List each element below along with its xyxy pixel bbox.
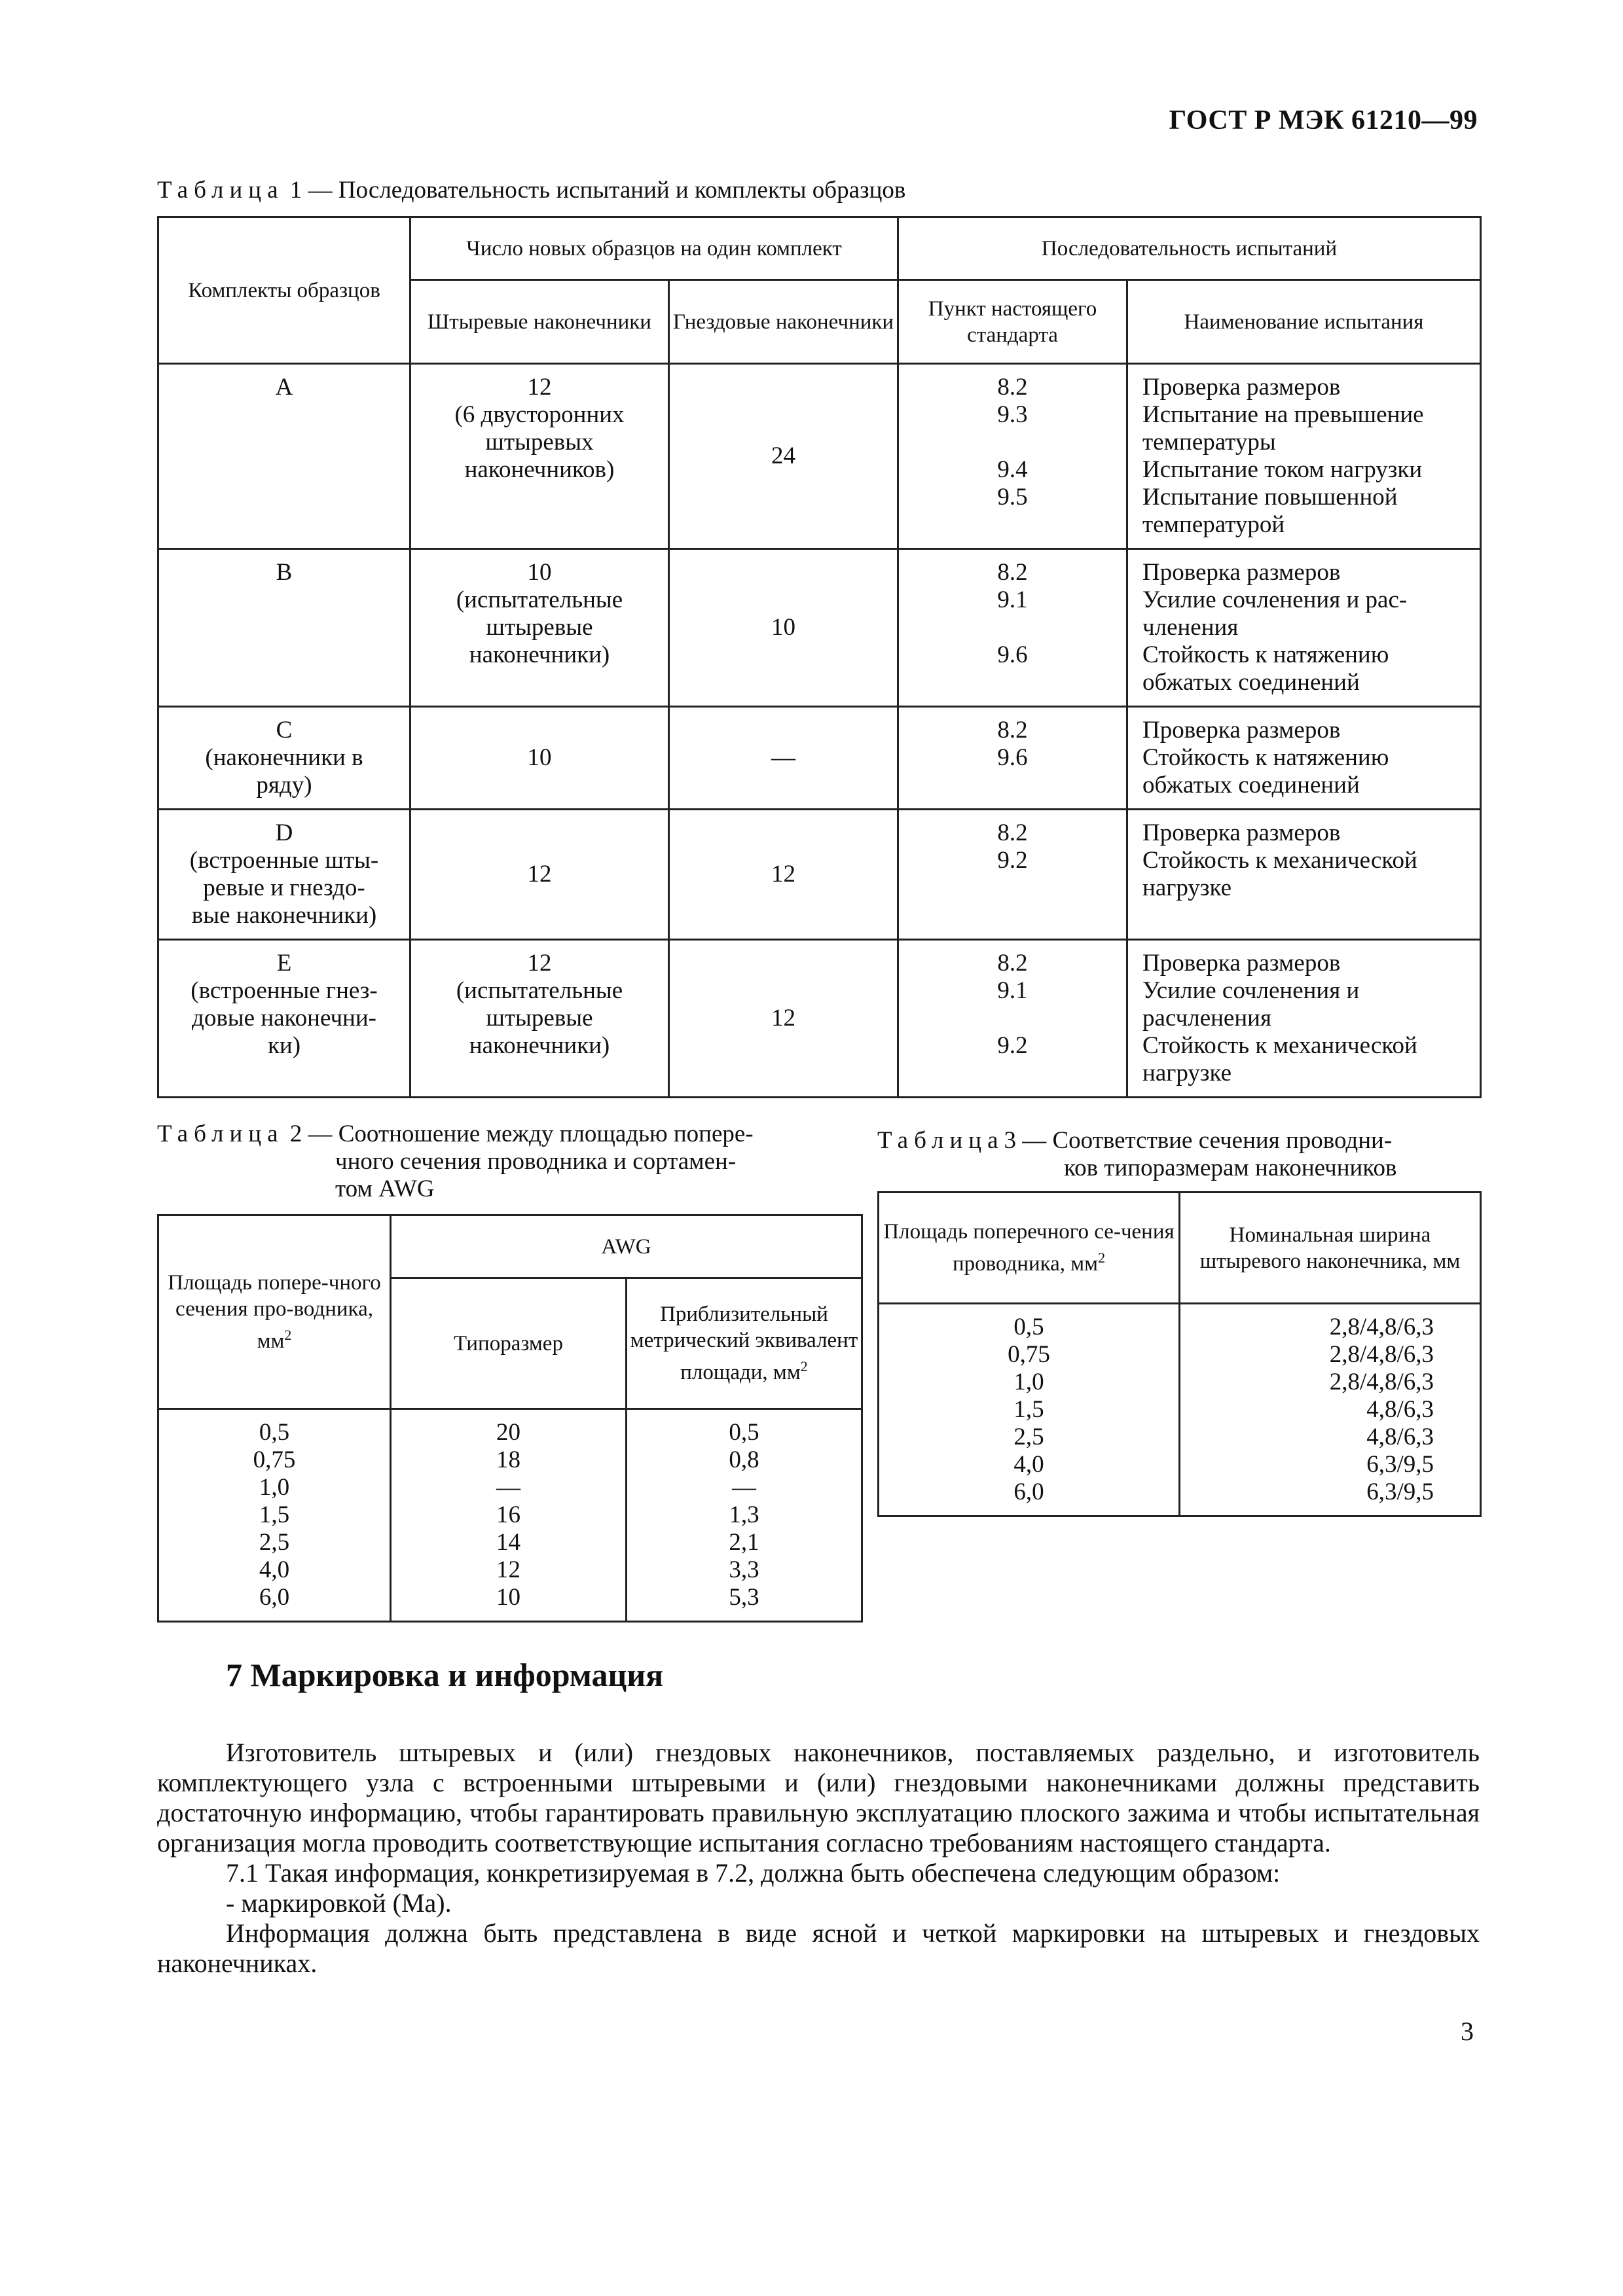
table1 — [157, 216, 1482, 1098]
t1-test-text: обжатых соединений — [1142, 772, 1360, 798]
t1-header-pin: Штыревые наконечники — [410, 280, 669, 364]
t1-clause-text: 8.2 — [997, 950, 1028, 977]
t2-equiv-value: 0,5 — [729, 1419, 759, 1446]
t1-test-text: Проверка размеров — [1142, 374, 1341, 401]
t2-header-equiv: Приблизительный метрический эквивалент площади, $мм^2$ — [627, 1278, 862, 1409]
t2-area-value: 1,0 — [259, 1474, 290, 1501]
t1-test-text: нагрузке — [1142, 1060, 1232, 1086]
t3-width-value: 6,3/9,5 — [1366, 1451, 1434, 1478]
t2-area-value: 2,5 — [259, 1529, 290, 1556]
t3-width-value: 4,8/6,3 — [1366, 1396, 1434, 1423]
t1-pin-text: штыревые — [486, 614, 593, 641]
t1-pin-text: 12 — [527, 374, 552, 401]
t3-width-value: 6,3/9,5 — [1366, 1479, 1434, 1505]
t2-header-area-text: Площадь попере-чного сечения про-водника, мм — [168, 1271, 381, 1353]
t1-clause-text: 9.5 — [997, 484, 1028, 511]
t2-size-value: 14 — [496, 1529, 520, 1556]
t1-test-text: Испытание током нагрузки — [1142, 456, 1423, 483]
t1-test-text: Стойкость к механической — [1142, 847, 1417, 874]
t2-area-value: 1,5 — [259, 1501, 290, 1528]
t1-test-text: Испытание повышенной — [1142, 484, 1398, 511]
document-code: ГОСТ Р МЭК 61210—99 — [1169, 105, 1478, 135]
paragraph-1: Изготовитель штыревых и (или) гнездовых наконечников, поставляемых раздельно, и изготовитель комплектующего узла с встроенными штыревыми и (или) гнездовыми наконечниками должны представить достаточную информацию, чтобы гарантировать правильную эксплуатацию плоского зажима и чтобы испытательная организация могла проводить соответствующие испытания согласно требованиям настоящего стандарта. — [157, 1738, 1480, 1857]
t1-pin-text: (испытательные — [456, 977, 623, 1004]
t1-pin-cell — [410, 549, 669, 707]
t1-pin-text: 10 — [527, 559, 552, 586]
t1-set-cell — [158, 940, 410, 1098]
table3-caption — [877, 1127, 1483, 1182]
t1-set-text: (наконечники в — [205, 744, 363, 771]
t1-test-text: Проверка размеров — [1142, 819, 1341, 846]
t1-socket-cell: 12 — [669, 940, 898, 1098]
t1-clause-text: 9.2 — [997, 847, 1028, 874]
t2-header-area: Площадь попере-чного сечения про-водника, $мм^2$ — [158, 1215, 391, 1409]
table1-caption-lead: Таблица — [157, 177, 284, 204]
t1-clause-text: 8.2 — [997, 819, 1028, 846]
t2-area-column — [158, 1409, 391, 1622]
t1-test-text: Испытание на превышение — [1142, 401, 1424, 428]
t1-pin-text: (6 двусторонних — [454, 401, 625, 428]
t1-set-text: ревые и гнездо- — [203, 874, 365, 901]
t2-equiv-value: 2,1 — [729, 1529, 759, 1556]
t1-test-text: Проверка размеров — [1142, 950, 1341, 977]
t3-header-area: Площадь поперечного се-чения проводника, $мм^2$ — [879, 1193, 1180, 1304]
t1-pin-text: (испытательные — [456, 586, 623, 613]
t1-clause-text: 9.1 — [997, 977, 1028, 1004]
t1-clause-cell — [898, 707, 1127, 810]
t2-equiv-value: — — [732, 1474, 756, 1501]
t1-socket-cell: 24 — [669, 364, 898, 549]
t1-clause-text: 9.6 — [997, 641, 1028, 668]
t1-test-text: температурой — [1142, 511, 1285, 538]
t1-set-text: D — [275, 819, 293, 846]
t3-header-width: Номинальная ширина штыревого наконечника, мм — [1180, 1193, 1481, 1304]
t3-area-value: 1,5 — [1013, 1396, 1044, 1423]
section-body — [157, 1738, 1480, 1979]
t1-clause-text: 9.1 — [997, 586, 1028, 613]
page-number: 3 — [1461, 2017, 1474, 2046]
t1-clause-text: 8.2 — [997, 559, 1028, 586]
t3-area-value: 2,5 — [1013, 1424, 1044, 1450]
t3-area-value: 6,0 — [1013, 1479, 1044, 1505]
table-row — [158, 940, 1481, 1098]
t1-pin-cell — [410, 810, 669, 940]
t1-test-text: членения — [1142, 614, 1239, 641]
t1-set-text: (встроенные шты- — [189, 847, 379, 874]
t2-equiv-value: 0,8 — [729, 1446, 759, 1473]
t1-set-cell — [158, 707, 410, 810]
t2-area-value: 4,0 — [259, 1556, 290, 1583]
t1-test-text: расчленения — [1142, 1005, 1271, 1031]
t1-clause-text: 9.4 — [997, 456, 1028, 483]
t1-test-cell — [1127, 549, 1481, 707]
t2-equiv-value: 5,3 — [729, 1584, 759, 1611]
t1-set-cell — [158, 549, 410, 707]
t3-width-column — [1180, 1304, 1481, 1516]
t1-pin-text: 12 — [527, 950, 552, 977]
t2-header-size: Типоразмер — [391, 1278, 627, 1409]
t1-header-clause: Пункт настоящего стандарта — [898, 280, 1127, 364]
t1-clause-cell — [898, 364, 1127, 549]
paragraph-2: 7.1 Такая информация, конкретизируемая в 7.2, должна быть обеспечена следующим образом: — [226, 1858, 1281, 1888]
table1-caption — [157, 177, 905, 204]
t1-test-cell — [1127, 810, 1481, 940]
t1-set-text: C — [276, 717, 293, 744]
table2-caption — [157, 1121, 825, 1203]
table1-caption-text: 1 — Последовательность испытаний и комплекты образцов — [283, 177, 906, 204]
t1-clause-text — [899, 874, 1126, 902]
t1-clause-cell — [898, 940, 1127, 1098]
t1-test-text: обжатых соединений — [1142, 669, 1360, 696]
t3-area-value: 0,75 — [1008, 1341, 1050, 1368]
table-row — [158, 364, 1481, 549]
t2-size-value: — — [496, 1474, 520, 1501]
t1-set-text: E — [276, 950, 292, 977]
table3-caption-line2: ков типоразмерам наконечников — [1064, 1155, 1397, 1181]
t1-pin-text: штыревые — [486, 1005, 593, 1031]
t1-socket-cell: — — [669, 707, 898, 810]
t1-clause-text — [899, 772, 1126, 799]
t1-test-cell — [1127, 364, 1481, 549]
t1-test-text: Проверка размеров — [1142, 559, 1341, 586]
table2-caption-line2: чного сечения проводника и сортамен- — [335, 1148, 737, 1175]
t1-clause-text — [899, 429, 1126, 456]
t1-clause-text: 9.6 — [997, 744, 1028, 771]
t1-set-text: довые наконечни- — [192, 1005, 376, 1031]
t2-size-value: 16 — [496, 1501, 520, 1528]
t1-socket-cell: 12 — [669, 810, 898, 940]
t2-area-value: 0,75 — [253, 1446, 296, 1473]
section-title: 7 Маркировка и информация — [226, 1657, 664, 1693]
t1-test-cell — [1127, 707, 1481, 810]
t1-clause-cell — [898, 549, 1127, 707]
t1-test-text: Стойкость к натяжению — [1142, 641, 1389, 668]
table2-caption-lead: Таблица — [157, 1121, 284, 1147]
t1-pin-cell — [410, 940, 669, 1098]
t1-set-cell — [158, 810, 410, 940]
t2-equiv-column — [627, 1409, 862, 1622]
t1-header-socket: Гнездовые наконечники — [669, 280, 898, 364]
t1-pin-text: наконечники) — [469, 641, 610, 668]
t2-size-column — [391, 1409, 627, 1622]
t1-set-text: B — [276, 559, 293, 586]
t2-size-value: 10 — [496, 1584, 520, 1611]
t2-size-value: 12 — [496, 1556, 520, 1583]
table2-caption-line3: том AWG — [335, 1175, 435, 1202]
t2-header-awg: AWG — [391, 1215, 862, 1278]
t1-set-text: A — [275, 374, 293, 401]
table3 — [877, 1191, 1482, 1517]
t1-test-cell — [1127, 940, 1481, 1098]
t1-pin-text: наконечников) — [464, 456, 615, 483]
table-row — [158, 810, 1481, 940]
t1-set-text: вые наконечники) — [191, 902, 377, 929]
t1-set-text: ки) — [267, 1032, 301, 1059]
t1-pin-text: штыревых — [485, 429, 594, 456]
t1-clause-cell — [898, 810, 1127, 940]
t2-area-value: 6,0 — [259, 1584, 290, 1611]
t1-test-text: температуры — [1142, 429, 1276, 456]
table-row — [158, 549, 1481, 707]
t1-clause-text — [899, 511, 1126, 539]
t1-pin-cell — [410, 364, 669, 549]
t1-pin-text: 10 — [527, 744, 552, 771]
t3-area-value: 0,5 — [1013, 1314, 1044, 1340]
table3-caption-line1: 3 — Соответствие сечения проводни- — [1004, 1127, 1393, 1154]
t2-area-value: 0,5 — [259, 1419, 290, 1446]
t1-clause-text: 9.2 — [997, 1032, 1028, 1059]
t1-set-text: ряду) — [256, 772, 312, 798]
t3-area-value: 1,0 — [1013, 1369, 1044, 1395]
t1-clause-text — [899, 614, 1126, 641]
table3-caption-lead: Таблица — [877, 1127, 1004, 1154]
paragraph-3: - маркировкой (Ма). — [226, 1888, 452, 1918]
t1-header-samples: Число новых образцов на один комплект — [410, 217, 898, 280]
t1-pin-text: 12 — [527, 861, 552, 888]
t1-pin-text: наконечники) — [469, 1032, 610, 1059]
t1-pin-cell — [410, 707, 669, 810]
t2-equiv-value: 3,3 — [729, 1556, 759, 1583]
t1-test-text: Стойкость к натяжению — [1142, 744, 1389, 771]
t1-test-text: Проверка размеров — [1142, 717, 1341, 744]
t3-width-value: 2,8/4,8/6,3 — [1329, 1314, 1434, 1340]
table2 — [157, 1214, 863, 1623]
t3-width-value: 2,8/4,8/6,3 — [1329, 1369, 1434, 1395]
t1-set-text: (встроенные гнез- — [191, 977, 378, 1004]
t1-test-text: Стойкость к механической — [1142, 1032, 1417, 1059]
t1-header-sets: Комплекты образцов — [158, 217, 410, 364]
t2-equiv-value: 1,3 — [729, 1501, 759, 1528]
t2-size-value: 20 — [496, 1419, 520, 1446]
t1-set-cell — [158, 364, 410, 549]
t3-width-value: 4,8/6,3 — [1366, 1424, 1434, 1450]
t1-test-text: Усилие сочленения и рас- — [1142, 586, 1408, 613]
t1-test-text: Усилие сочленения и — [1142, 977, 1360, 1004]
t2-header-equiv-text: Приблизительный метрический эквивалент площади, мм — [630, 1302, 858, 1384]
t1-clause-text — [899, 1005, 1126, 1032]
t1-clause-text — [899, 669, 1126, 696]
paragraph-4: Информация должна быть представлена в виде ясной и четкой маркировки на штыревых и гнездовых наконечниках. — [157, 1918, 1480, 1978]
t1-test-text: нагрузке — [1142, 874, 1232, 901]
t3-area-column — [879, 1304, 1180, 1516]
t3-width-value: 2,8/4,8/6,3 — [1329, 1341, 1434, 1368]
t1-socket-cell: 10 — [669, 549, 898, 707]
table-row — [158, 707, 1481, 810]
t2-size-value: 18 — [496, 1446, 520, 1473]
t1-clause-text: 8.2 — [997, 717, 1028, 744]
t3-header-area-text: Площадь поперечного се-чения проводника, мм — [883, 1220, 1175, 1276]
t1-header-sequence: Последовательность испытаний — [898, 217, 1481, 280]
table2-caption-line1: 2 — Соотношение между площадью попере- — [283, 1121, 754, 1147]
t3-area-value: 4,0 — [1013, 1451, 1044, 1478]
t1-clause-text: 8.2 — [997, 374, 1028, 401]
t1-clause-text: 9.3 — [997, 401, 1028, 428]
t1-clause-text — [899, 1060, 1126, 1087]
t1-header-test-name: Наименование испытания — [1127, 280, 1481, 364]
